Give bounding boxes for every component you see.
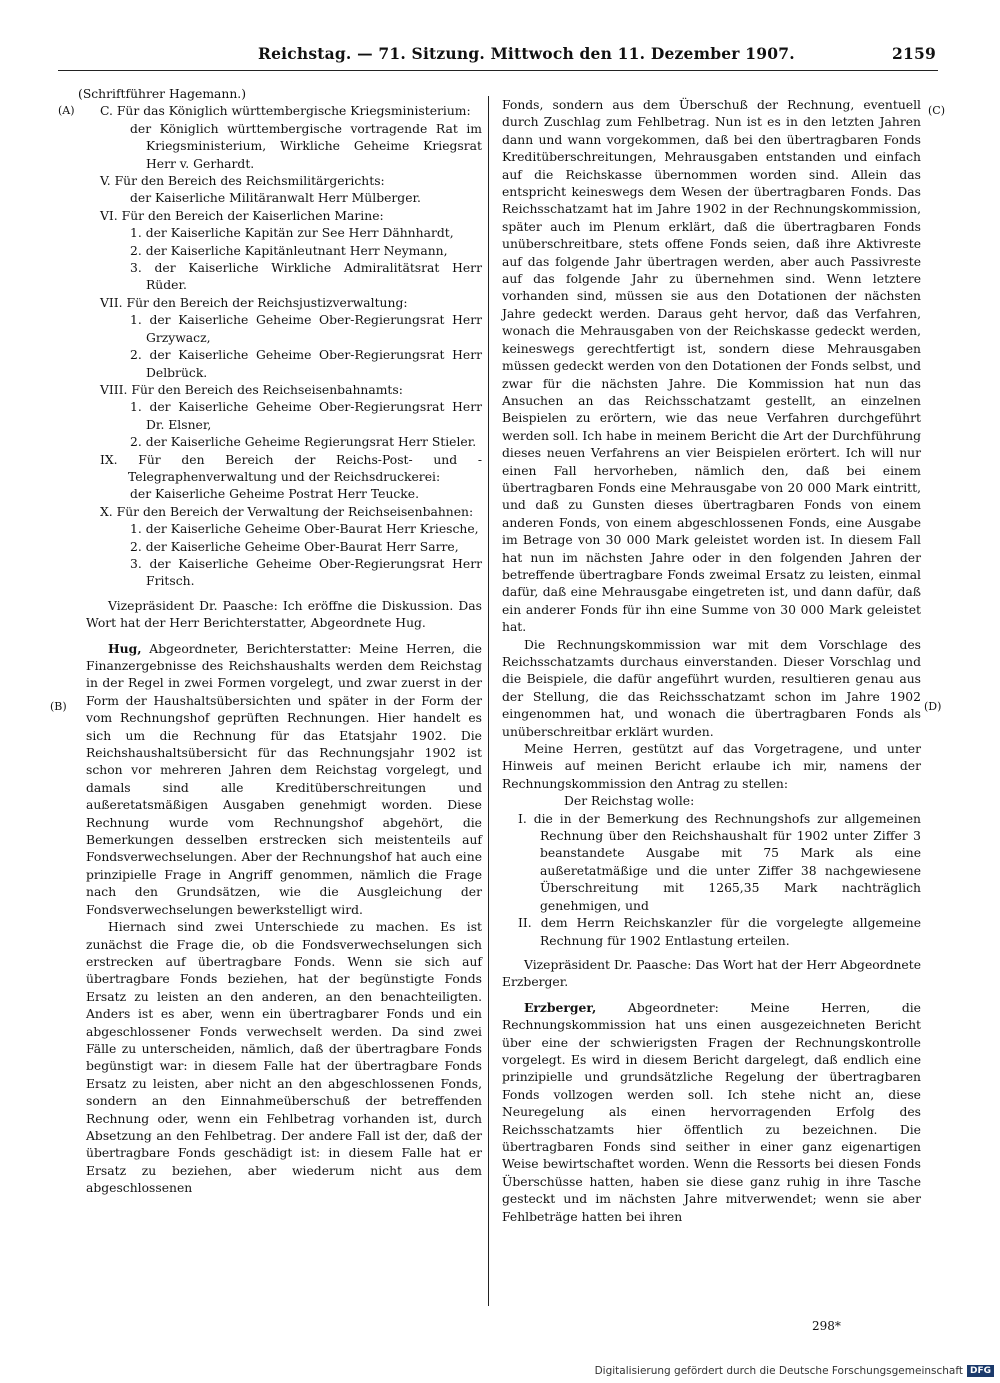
list-item: 2. der Kaiserliche Kapitänleutnant Herr Neymann, xyxy=(130,243,448,258)
list-item: 1. der Kaiserliche Geheime Ober-Baurat Herr Kriesche, xyxy=(130,522,479,537)
speaker-name: Hug, xyxy=(108,640,142,656)
list-item: 2. der Kaiserliche Geheime Regierungsrat Herr Stieler. xyxy=(130,435,477,450)
margin-label-d: (D) xyxy=(924,700,942,713)
margin-label-c: (C) xyxy=(928,104,945,117)
list-item: 2. der Kaiserliche Geheime Ober-Baurat Herr Sarre, xyxy=(130,539,459,554)
hiernach-paragraph: Hiernach sind zwei Unterschiede zu machen. Es ist zunächst die Frage die, ob die Fondsverwechselungen sich erstrecken auf übertragbare Fonds. Wenn sie sich auf übertragbare Fonds beziehen, hat der begünstigte Fonds Ersatz zu leisten an den anderen, an den benachteiligten. Anders ist es aber, wenn ein übertragbarer Fonds und ein abgeschlossener Fonds verwechselt werden. Da sind zwei Fälle zu unterscheiden, nämlich, daß der übertragbare Fonds begünstigt war: in diesem Falle hat der übertragbare Fonds Ersatz zu leisten, aber nicht an den abgeschlossenen Fonds, sondern an den Einnahmeüberschuß der betreffenden Rechnung oder, wenn ein Fehlbetrag vorhanden ist, durch Absetzung an den Fehlbetrag. Der andere Fall ist der, daß der übertragbare Fonds geschädigt ist: in diesem Falle hat er Ersatz zu beziehen, aber wiederum nicht aus dem abgeschlossenen xyxy=(86,920,482,1196)
list-item: C. Für das Königlich württembergische Kriegsministerium: xyxy=(100,104,471,119)
list-item: der Kaiserliche Geheime Postrat Herr Teucke. xyxy=(130,487,420,502)
footer-text: Digitalisierung gefördert durch die Deutsche Forschungsgemeinschaft xyxy=(594,1365,963,1377)
list-item: 1. der Kaiserliche Kapitän zur See Herr Dähnhardt, xyxy=(130,226,454,241)
margin-label-b: (B) xyxy=(50,700,67,713)
header-rule xyxy=(58,70,938,71)
list-item: der Königlich württembergische vortragende Rat im Kriegsministerium, Wirkliche Geheime Kriegsrat Herr v. Gerhardt. xyxy=(130,121,482,171)
list-item: 2. der Kaiserliche Geheime Ober-Regierungsrat Herr Delbrück. xyxy=(130,348,482,380)
antrag-heading: Der Reichstag wolle: xyxy=(564,794,695,809)
antrag-list xyxy=(502,811,921,950)
list-item: 3. der Kaiserliche Geheime Ober-Regierungsrat Herr Fritsch. xyxy=(130,556,482,589)
paragraph-text: Abgeordneter, Berichterstatter: Meine Herren, die Finanzergebnisse des Reichshaushalts werden dem Reichstag in der Regel in zwei Formen vorgelegt, und zwar zuerst in der Form der Haushaltsübersichten und später in der Form der vom Rechnungshof geprüften Rechnungen. Hier handelt es sich um die Rechnung für das Etatsjahr 1902. Die Reichshaushaltsübersicht für das Rechnungsjahr 1902 ist schon vor mehreren Jahren dem Reichstag vorgelegt, und damals sind alle Kreditüberschreitungen und außeretatsmäßigen Ausgaben genehmigt worden. Diese Rechnung wurde vom Rechnungshof abgehört, die Bemerkungen desselben erstrecken sich meistenteils auf Fondsverwechselungen. Aber der Rechnungshof hat auch eine prinzipielle Frage in Angriff genommen, nämlich die Frage nach den Grundsätzen, wie die Ausgleichung der Fondsverwechselungen bewerkstelligt wird. xyxy=(86,641,482,917)
list-item: 3. der Kaiserliche Wirkliche Admiralitätsrat Herr Rüder. xyxy=(130,261,482,293)
page-number: 2159 xyxy=(892,44,936,63)
right-column xyxy=(502,97,921,1226)
speaker-name: Erzberger, xyxy=(524,999,597,1015)
list-item: VIII. Für den Bereich des Reichseisenbahnamts: xyxy=(100,382,403,397)
signature-mark: 298* xyxy=(812,1319,841,1333)
list-item: der Kaiserliche Militäranwalt Herr Mülberger. xyxy=(130,191,421,206)
list-item: X. Für den Bereich der Verwaltung der Reichseisenbahnen: xyxy=(100,504,474,519)
list-item: VI. Für den Bereich der Kaiserlichen Marine: xyxy=(100,208,384,223)
header-title: Reichstag. — 71. Sitzung. Mittwoch den 11. Dezember 1907. xyxy=(258,44,795,63)
list-item: IX. Für den Bereich der Reichs-Post- und -Telegraphenverwaltung und der Reichsdruckerei: xyxy=(100,452,482,484)
antrag-paragraph: Meine Herren, gestützt auf das Vorgetragene, und unter Hinweis auf meinen Bericht erlaube ich mir, namens der Rechnungskommission den Antrag zu stellen: xyxy=(502,742,921,791)
erzberger-paragraph xyxy=(502,999,921,1226)
list-item: V. Für den Bereich des Reichsmilitärgerichts: xyxy=(100,174,385,189)
kommission-paragraph: Die Rechnungskommission war mit dem Vorschlage des Reichsschatzamts durchaus einverstanden. Dieser Vorschlag und die Beispiele, die dafür angeführt wurden, resultieren genau aus der Stellung, die das Reichsschatzamt schon im Jahre 1902 eingenommen hat, und wonach die übertragbaren Fonds als unüberschreitbar erklärt wurden. xyxy=(502,637,921,739)
vp-paragraph: Vizepräsident Dr. Paasche: Ich eröffne die Diskussion. Das Wort hat der Herr Berichterstatter, Abgeordnete Hug. xyxy=(86,598,482,631)
left-column xyxy=(78,86,482,1198)
fonds-paragraph: Fonds, sondern aus dem Überschuß der Rechnung, eventuell durch Zuschlag zum Fehlbetrag. Nun ist es in den letzten Jahren dann und wann vorgekommen, daß bei den übertragbaren Fonds Kreditüberschreitungen, Mehrausgaben entstanden und einfach auf die Reichskasse übernommen worden sind. Allein das entspricht keineswegs dem Wesen der übertragbaren Fonds. Das Reichsschatzamt hat im Jahre 1902 in der Rechnungskommission, später auch im Plenum erklärt, daß die übertragbaren Fonds unüberschreitbare, stets offene Fonds seien, daß ihre Aktivreste auf das folgende Jahr übertragen werden, aber auch Passivreste auf das folgende Jahr zu übernehmen sind. Wenn letztere vorhanden sind, müssen sie aus den Dotationen der nächsten Jahre gedeckt werden. Daraus geht hervor, daß das Verfahren, wonach die Mehrausgaben von der Reichskasse gedeckt werden, keineswegs gerechtfertigt ist, sondern diese Mehrausgaben müssen gedeckt werden von den Dotationen der Fonds selbst, und zwar für die nächsten Jahre. Die Kommission hat nun das Ansuchen an das Reichsschatzamt gestellt, an einzelnen Beispielen zu erörtern, wie das neue Verfahren durchgeführt werden soll. Ich habe in meinem Bericht die Art der Durchführung dieses neuen Verfahrens an vier Beispielen erörtert. Ich will nur einen Fall hervorheben, nämlich den, daß bei einem übertragbaren Fonds eine Mehrausgabe von 20 000 Mark eintritt, und daß zu Gunsten dieses übertragbaren Fonds von einem anderen Fonds, von einem abgeschlossenen Fonds, eine Ausgabe im Betrage von 30 000 Mark geleistet worden ist. In diesem Fall hat nun im nächsten Jahre oder in den folgenden Jahren der betreffende übertragbare Fonds zweimal Ersatz zu leisten, einmal dafür, daß eine Mehrausgabe eingetreten ist, und dann dafür, daß ein anderer Fonds für ihn eine Summe von 30 000 Mark geleistet hat. xyxy=(502,98,921,635)
list-item: II. dem Herrn Reichskanzler für die vorgelegte allgemeine Rechnung für 1902 Entlastung erteilen. xyxy=(518,916,921,948)
list-item: VII. Für den Bereich der Reichsjustizverwaltung: xyxy=(100,295,408,310)
paragraph-text: Abgeordneter: Meine Herren, die Rechnungskommission hat uns einen ausgezeichneten Bericht über eine der schwierigsten Fragen der Rechnungskontrolle vorgelegt. Es wird in diesem Bericht dargelegt, daß endlich eine prinzipielle und grundsätzliche Regelung der übertragbaren Fonds vollzogen werden soll. Ich stehe nicht an, diese Neuregelung als einen hervorragenden Erfolg des Reichsschatzamts hier öffentlich zu bezeichnen. Die übertragbaren Fonds sind seither in einer ganz eigenartigen Weise bewirtschaftet worden. Wenn die Ressorts bei diesen Fonds Überschüsse hatten, haben sie diese ganz ruhig in ihre Tasche gesteckt und im nächsten Jahre mitverwendet; wenn sie aber Fehlbeträge hatten bei ihren xyxy=(502,1000,921,1224)
list-item: I. die in der Bemerkung des Rechnungshofs zur allgemeinen Rechnung über den Reichshaushalt für 1902 unter Ziffer 3 beanstandete Ausgabe mit 75 Mark als eine außeretatmäßige und die unter Ziffer 38 nachgewiesene Überschreitung mit 1265,35 Mark nachträglich genehmigen, und xyxy=(518,811,921,913)
footer-credit xyxy=(595,1365,994,1377)
dfg-logo: DFG xyxy=(967,1365,994,1377)
speaker-note: (Schriftführer Hagemann.) xyxy=(78,87,247,101)
page-header xyxy=(60,44,936,70)
margin-label-a: (A) xyxy=(58,104,75,117)
vp-paragraph: Vizepräsident Dr. Paasche: Das Wort hat der Herr Abgeordnete Erzberger. xyxy=(502,957,921,990)
list-item: 1. der Kaiserliche Geheime Ober-Regierungsrat Herr Dr. Elsner, xyxy=(130,400,482,432)
list-item: 1. der Kaiserliche Geheime Ober-Regierungsrat Herr Grzywacz, xyxy=(130,313,482,345)
hug-paragraph xyxy=(86,640,482,920)
column-divider xyxy=(488,96,489,1306)
